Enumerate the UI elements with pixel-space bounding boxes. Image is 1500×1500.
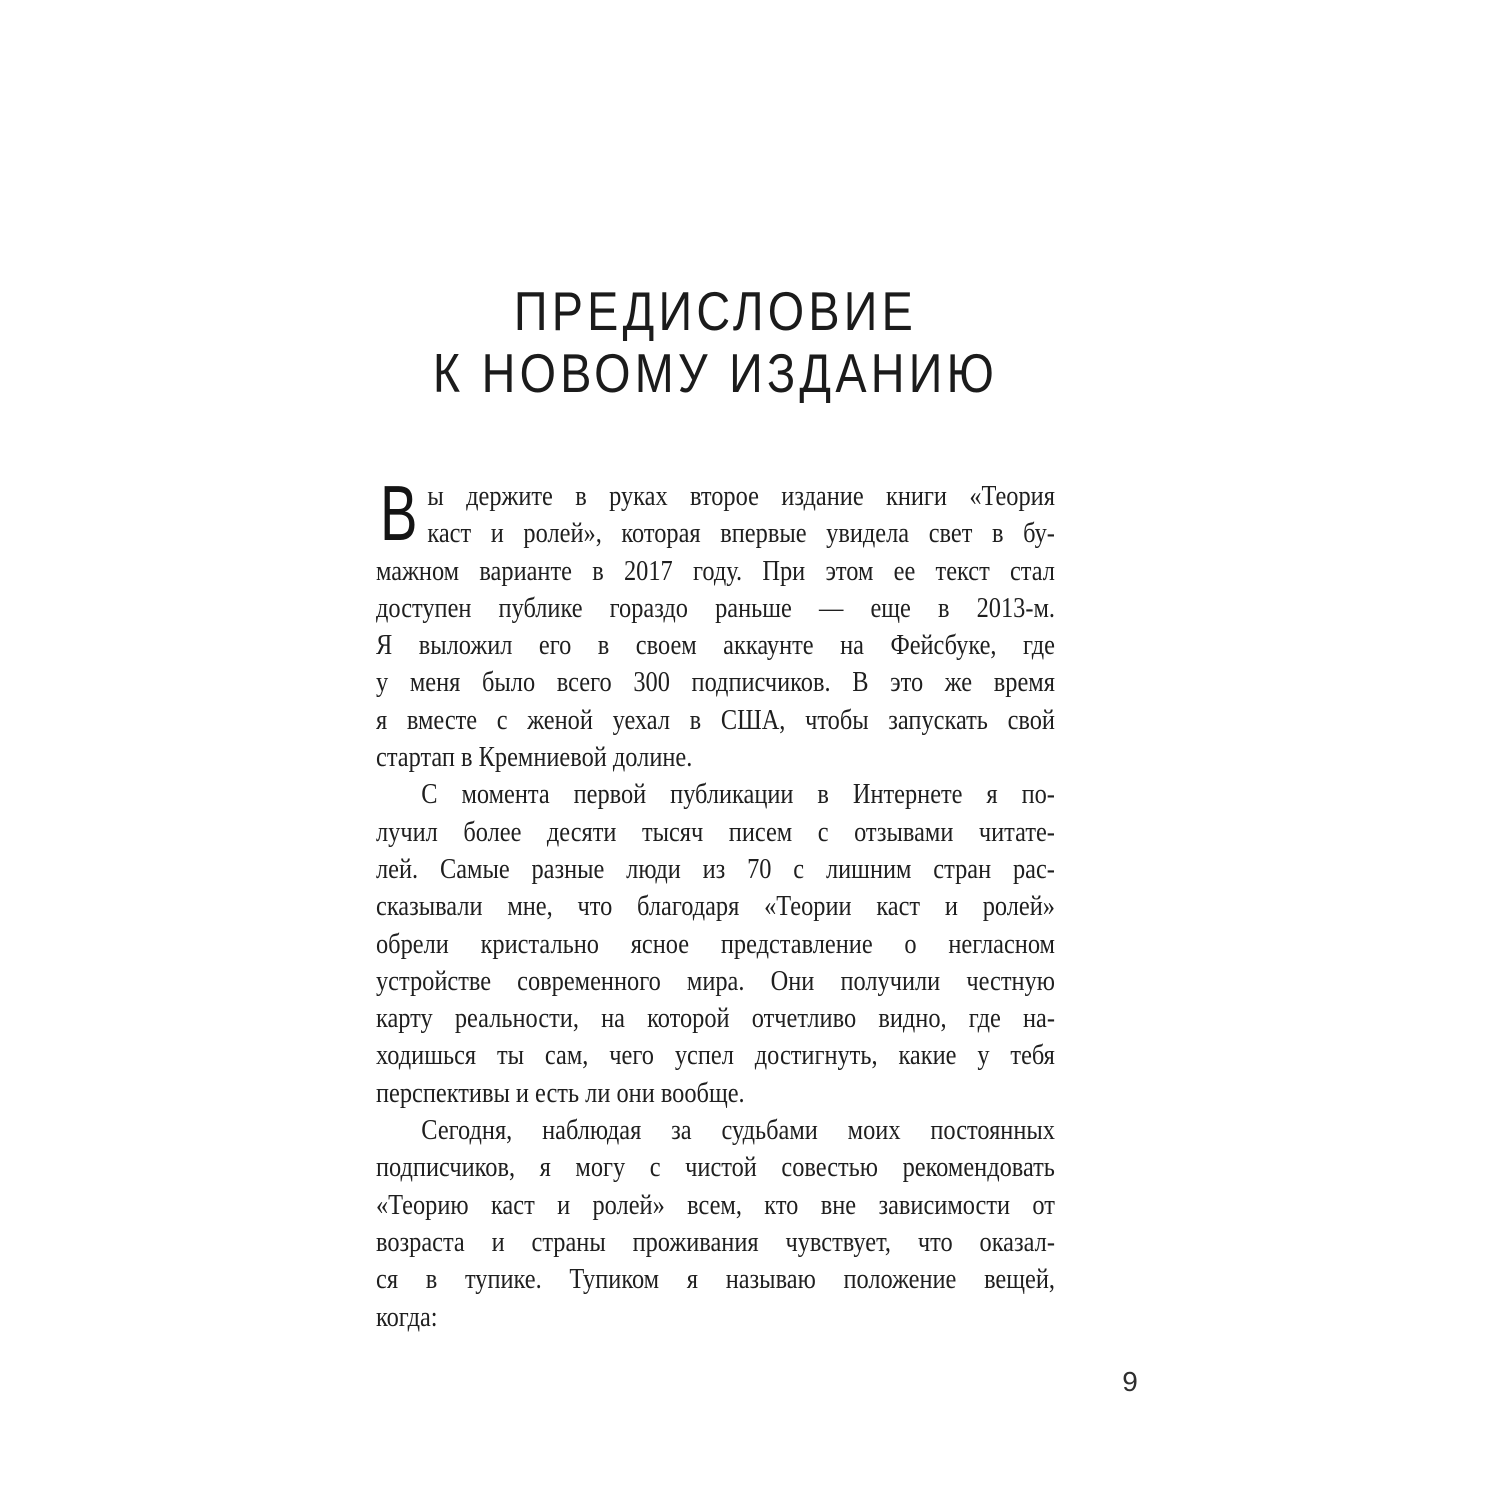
text-line: лучил более десяти тысяч писем с отзывами читате- xyxy=(376,816,1055,848)
text-line: сказывали мне, что благодаря «Теории каст и ролей» xyxy=(376,891,1055,923)
text-line: когда: xyxy=(376,1301,438,1333)
text-line: стартап в Кремниевой долине. xyxy=(376,742,693,774)
text-line: доступен публике гораздо раньше — еще в 2013-м. xyxy=(376,592,1055,624)
body-text xyxy=(376,478,1055,1336)
text-line: я вместе с женой уехал в США, чтобы запускать свой xyxy=(376,704,1055,736)
drop-cap: В xyxy=(380,469,418,557)
text-line: устройстве современного мира. Они получили честную xyxy=(376,965,1055,997)
text-line: «Теорию каст и ролей» всем, кто вне зависимости от xyxy=(376,1189,1055,1221)
page-number: 9 xyxy=(1122,1366,1138,1397)
text-line: перспективы и есть ли они вообще. xyxy=(376,1077,745,1109)
text-line: Я выложил его в своем аккаунте на Фейсбуке, где xyxy=(376,630,1055,662)
paragraph xyxy=(376,1112,1055,1336)
text-line: мажном варианте в 2017 году. При этом ее текст стал xyxy=(376,555,1055,587)
text-line: подписчиков, я могу с чистой совестью рекомендовать xyxy=(376,1152,1055,1184)
text-line: ходишься ты сам, чего успел достигнуть, какие у тебя xyxy=(376,1040,1055,1072)
text-line: карту реальности, на которой отчетливо видно, где на- xyxy=(376,1003,1055,1035)
chapter-title-line-2: К НОВОМУ ИЗДАНИЮ xyxy=(432,342,999,404)
paragraph xyxy=(376,776,1055,1112)
text-line: возраста и страны проживания чувствует, что оказал- xyxy=(376,1226,1055,1258)
text-line: лей. Самые разные люди из 70 с лишним стран рас- xyxy=(376,853,1055,885)
text-line: С момента первой публикации в Интернете я по- xyxy=(421,779,1055,811)
text-line: ся в тупике. Тупиком я называю положение вещей, xyxy=(376,1264,1055,1296)
text-line: обрели кристально ясное представление о негласном xyxy=(376,928,1055,960)
text-line: ы держите в руках второе издание книги «Теория xyxy=(427,481,1055,512)
chapter-title-line-1: ПРЕДИСЛОВИЕ xyxy=(513,280,918,342)
text-line: каст и ролей», которая впервые увидела свет в бу- xyxy=(427,518,1055,550)
text-line: Сегодня, наблюдая за судьбами моих постоянных xyxy=(421,1115,1055,1147)
paragraph xyxy=(376,478,1055,776)
text-line: у меня было всего 300 подписчиков. В это же время xyxy=(376,667,1055,699)
chapter-title xyxy=(427,280,1004,404)
